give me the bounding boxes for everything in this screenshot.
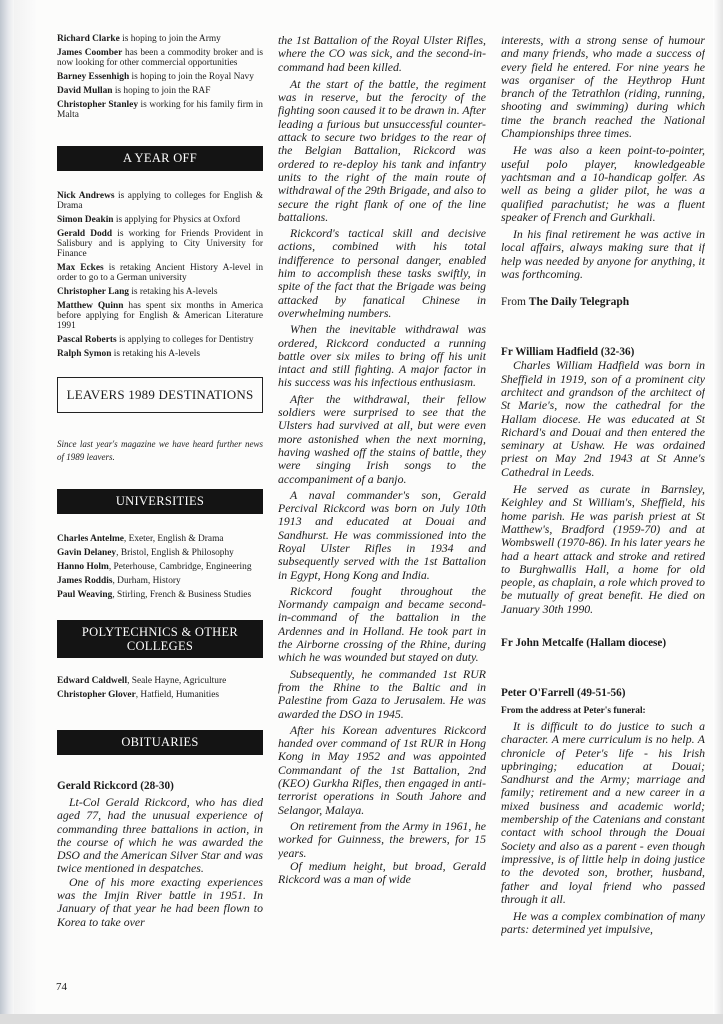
binding-gutter xyxy=(14,0,36,1024)
page-edge-right xyxy=(713,0,723,1024)
paragraph: In his final retirement he was active in local affairs, always making sure that if help was needed by anyone for anything, it was forthcoming. xyxy=(501,227,705,282)
paragraph: He was also a keen point-to-pointer, useful polo player, knowledgeable yachtsman and a 10-handicap golfer. As well as being a glider pilot, he was a qualified parachutist; he was a fluent speaker of French and Gurkhali. xyxy=(501,143,705,224)
source-credit: From The Daily Telegraph xyxy=(501,296,630,309)
leavers-note: Since last year's magazine we have heard further news of 1989 leavers. xyxy=(57,439,263,462)
paragraph: He served as curate in Barnsley, Keighley and St William's, Sheffield, his home parish. He was parish priest at St Matthew's, Bradford (1959-70) and at Wombswell (1970-86). In his later years he had a heart attack and stroke and retired to Burghwallis Hall, a home for old people, as chaplain, a role which proved to be mutually of great benefit. He died on January 30th 1990. xyxy=(501,482,705,616)
paragraph: Rickcord's tactical skill and decisive actions, combined with his total indifference to personal danger, enabled him to accomplish these tasks swiftly, in spite of the fact that the Brigade was being attacked by fanatical Chinese in overwhelming numbers. xyxy=(278,226,486,320)
list-item: David Mullan is hoping to join the RAF xyxy=(57,86,211,96)
universities-list xyxy=(57,534,263,600)
careers-list xyxy=(57,34,263,120)
page-number: 74 xyxy=(56,981,67,993)
list-item: Gavin Delaney, Bristol, English & Philosophy xyxy=(57,548,234,558)
list-item: Gerald Dodd is working for Friends Provident in Salisbury and is applying to City University for Finance xyxy=(57,229,263,259)
list-item: Simon Deakin is applying for Physics at Oxford xyxy=(57,215,241,225)
section-heading-polytechnics: POLYTECHNICS & OTHER COLLEGES xyxy=(57,620,263,658)
column-middle xyxy=(278,34,486,886)
polytechnics-list xyxy=(57,676,263,700)
paragraph: It is difficult to do justice to such a character. A mere curriculum is no help. A chronicle of Peter's life - his Irish upbringing; education at Douai; Sandhurst and the Army; marriage and family; retirement and a new career in a mixed business and academic world; membership of the Catenians and constant contact with school through the Douai Society and also as a parent - even though impressive, is of little help in doing justice to the devoted son, brother, husband, father and loyal friend who passed through it all. xyxy=(501,718,705,906)
obituary-heading-rickcord: Gerald Rickcord (28-30) xyxy=(57,780,174,792)
column-left xyxy=(57,34,263,929)
obituary-heading-hadfield: Fr William Hadfield (32-36) xyxy=(501,346,635,359)
section-heading-year-off: A YEAR OFF xyxy=(57,146,263,171)
list-item: Christopher Stanley is working for his family firm in Malta xyxy=(57,100,263,120)
section-heading-obituaries: OBITUARIES xyxy=(57,730,263,755)
list-item: Edward Caldwell, Seale Hayne, Agriculture xyxy=(57,676,227,686)
list-item: Max Eckes is retaking Ancient History A-level in order to go to a German university xyxy=(57,263,263,283)
binding-spine xyxy=(0,0,14,1024)
obituary-subheading: From the address at Peter's funeral: xyxy=(501,705,646,716)
paragraph: Lt-Col Gerald Rickcord, who has died aged 77, had the unusual experience of commanding three battalions in action, in the course of which he was awarded the DSO and the American Silver Star and was twice mentioned in despatches. xyxy=(57,795,263,876)
column-right xyxy=(501,34,705,937)
paragraph: Of medium height, but broad, Gerald Rickcord was a man of wide xyxy=(278,858,486,887)
list-item: Hanno Holm, Peterhouse, Cambridge, Engineering xyxy=(57,562,252,572)
paragraph: He was a complex combination of many parts: determined yet impulsive, xyxy=(501,909,705,937)
paragraph: One of his more exacting experiences was the Imjin River battle in 1951. In January of that year he had been flown to Korea to take over xyxy=(57,874,263,929)
list-item: Christopher Glover, Hatfield, Humanities xyxy=(57,690,220,700)
list-item: Pascal Roberts is applying to colleges for Dentistry xyxy=(57,335,254,345)
list-item: Richard Clarke is hoping to join the Army xyxy=(57,34,221,44)
list-item: Matthew Quinn has spent six months in America before applying for English & American Literature 1991 xyxy=(57,301,263,331)
list-item: Christopher Lang is retaking his A-levels xyxy=(57,287,218,297)
list-item: Barney Essenhigh is hoping to join the Royal Navy xyxy=(57,72,254,82)
paragraph: the 1st Battalion of the Royal Ulster Rifles, where the CO was sick, and the second-in-command had been killed. xyxy=(278,34,486,74)
list-item: Nick Andrews is applying to colleges for English & Drama xyxy=(57,191,263,211)
list-item: James Coomber has been a commodity broker and is now looking for other commercial opportunities xyxy=(57,48,263,68)
obituary-heading-metcalfe: Fr John Metcalfe (Hallam diocese) xyxy=(501,636,667,649)
paragraph: After his Korean adventures Rickcord handed over command of 1st RUR in Hong Kong in May 1952 and was appointed Commandant of the 1st Battalion, 2nd (KEO) Gurkha Rifles, then engaged in anti-terrorist operations in South Jahore and Selangor, Malaya. xyxy=(278,722,486,817)
paragraph: A naval commander's son, Gerald Percival Rickcord was born on July 10th 1913 and educated at Douai and Sandhurst. He was commissioned into the Royal Ulster Rifles in 1934 and subsequently served with the 1st Battalion in Egypt, Hong Kong and India. xyxy=(278,487,486,582)
paragraph: Subsequently, he commanded 1st RUR from the Rhine to the Baltic and in Palestine from Gaza to Jerusalem. He was awarded the DSO in 1945. xyxy=(278,666,486,721)
section-heading-leavers: LEAVERS 1989 DESTINATIONS xyxy=(57,377,263,413)
paragraph: On retirement from the Army in 1961, he worked for Guinness, the brewers, for 15 years. xyxy=(278,818,486,860)
page-edge-bottom xyxy=(0,1014,723,1024)
section-heading-universities: UNIVERSITIES xyxy=(57,489,263,514)
list-item: James Roddis, Durham, History xyxy=(57,576,181,586)
list-item: Paul Weaving, Stirling, French & Business Studies xyxy=(57,590,252,600)
paragraph: Charles William Hadfield was born in Sheffield in 1919, son of a prominent city architect and grandson of the architect of St Marie's, now the cathedral for the Hallam diocese. He was educated at St Richard's and Douai and then entered the seminary at Ushaw. He was ordained priest on May 2nd 1943 at St Anne's Cathedral in Leeds. xyxy=(501,358,705,479)
paragraph: At the start of the battle, the regiment was in reserve, but the ferocity of the fighting soon caused it to be drawn in. After leading a furious but unsuccessful counter-attack to secure two bridges to the rear of the Belgian Battalion, Rickcord was ordered to re-deploy his tank and infantry units to the right of the main route of withdrawal of the 29th Brigade, and also to secure the right flank of one of the line battalions. xyxy=(278,76,486,224)
paragraph: interests, with a strong sense of humour and many friends, who made a success of every field he entered. For nine years he was organiser of the Heythrop Hunt branch of the Tetrathlon (riding, running, shooting and swimming) during which time the branch reached the National Championships three times. xyxy=(501,34,705,141)
obituary-heading-ofarrell: Peter O'Farrell (49-51-56) xyxy=(501,686,626,699)
paragraph: When the inevitable withdrawal was ordered, Rickcord conducted a running battle over six miles to bring off his unit intact and still fighting. A major factor in his success was his infectious enthusiasm. xyxy=(278,322,486,390)
list-item: Ralph Symon is retaking his A-levels xyxy=(57,349,200,359)
paragraph: After the withdrawal, their fellow soldiers were surprised to see that the Ulsters had survived at all, but were even more astonished when the next morning, having washed off the stains of battle, they were singing Irish songs to the accompaniment of a banjo. xyxy=(278,391,486,486)
list-item: Charles Antelme, Exeter, English & Drama xyxy=(57,534,224,544)
paragraph: Rickcord fought throughout the Normandy campaign and became second-in-command of the battalion in the Ardennes and in Holland. He took part in the Airborne crossing of the Rhine, during which he was wounded but stayed on duty. xyxy=(278,583,486,665)
year-off-list xyxy=(57,191,263,359)
